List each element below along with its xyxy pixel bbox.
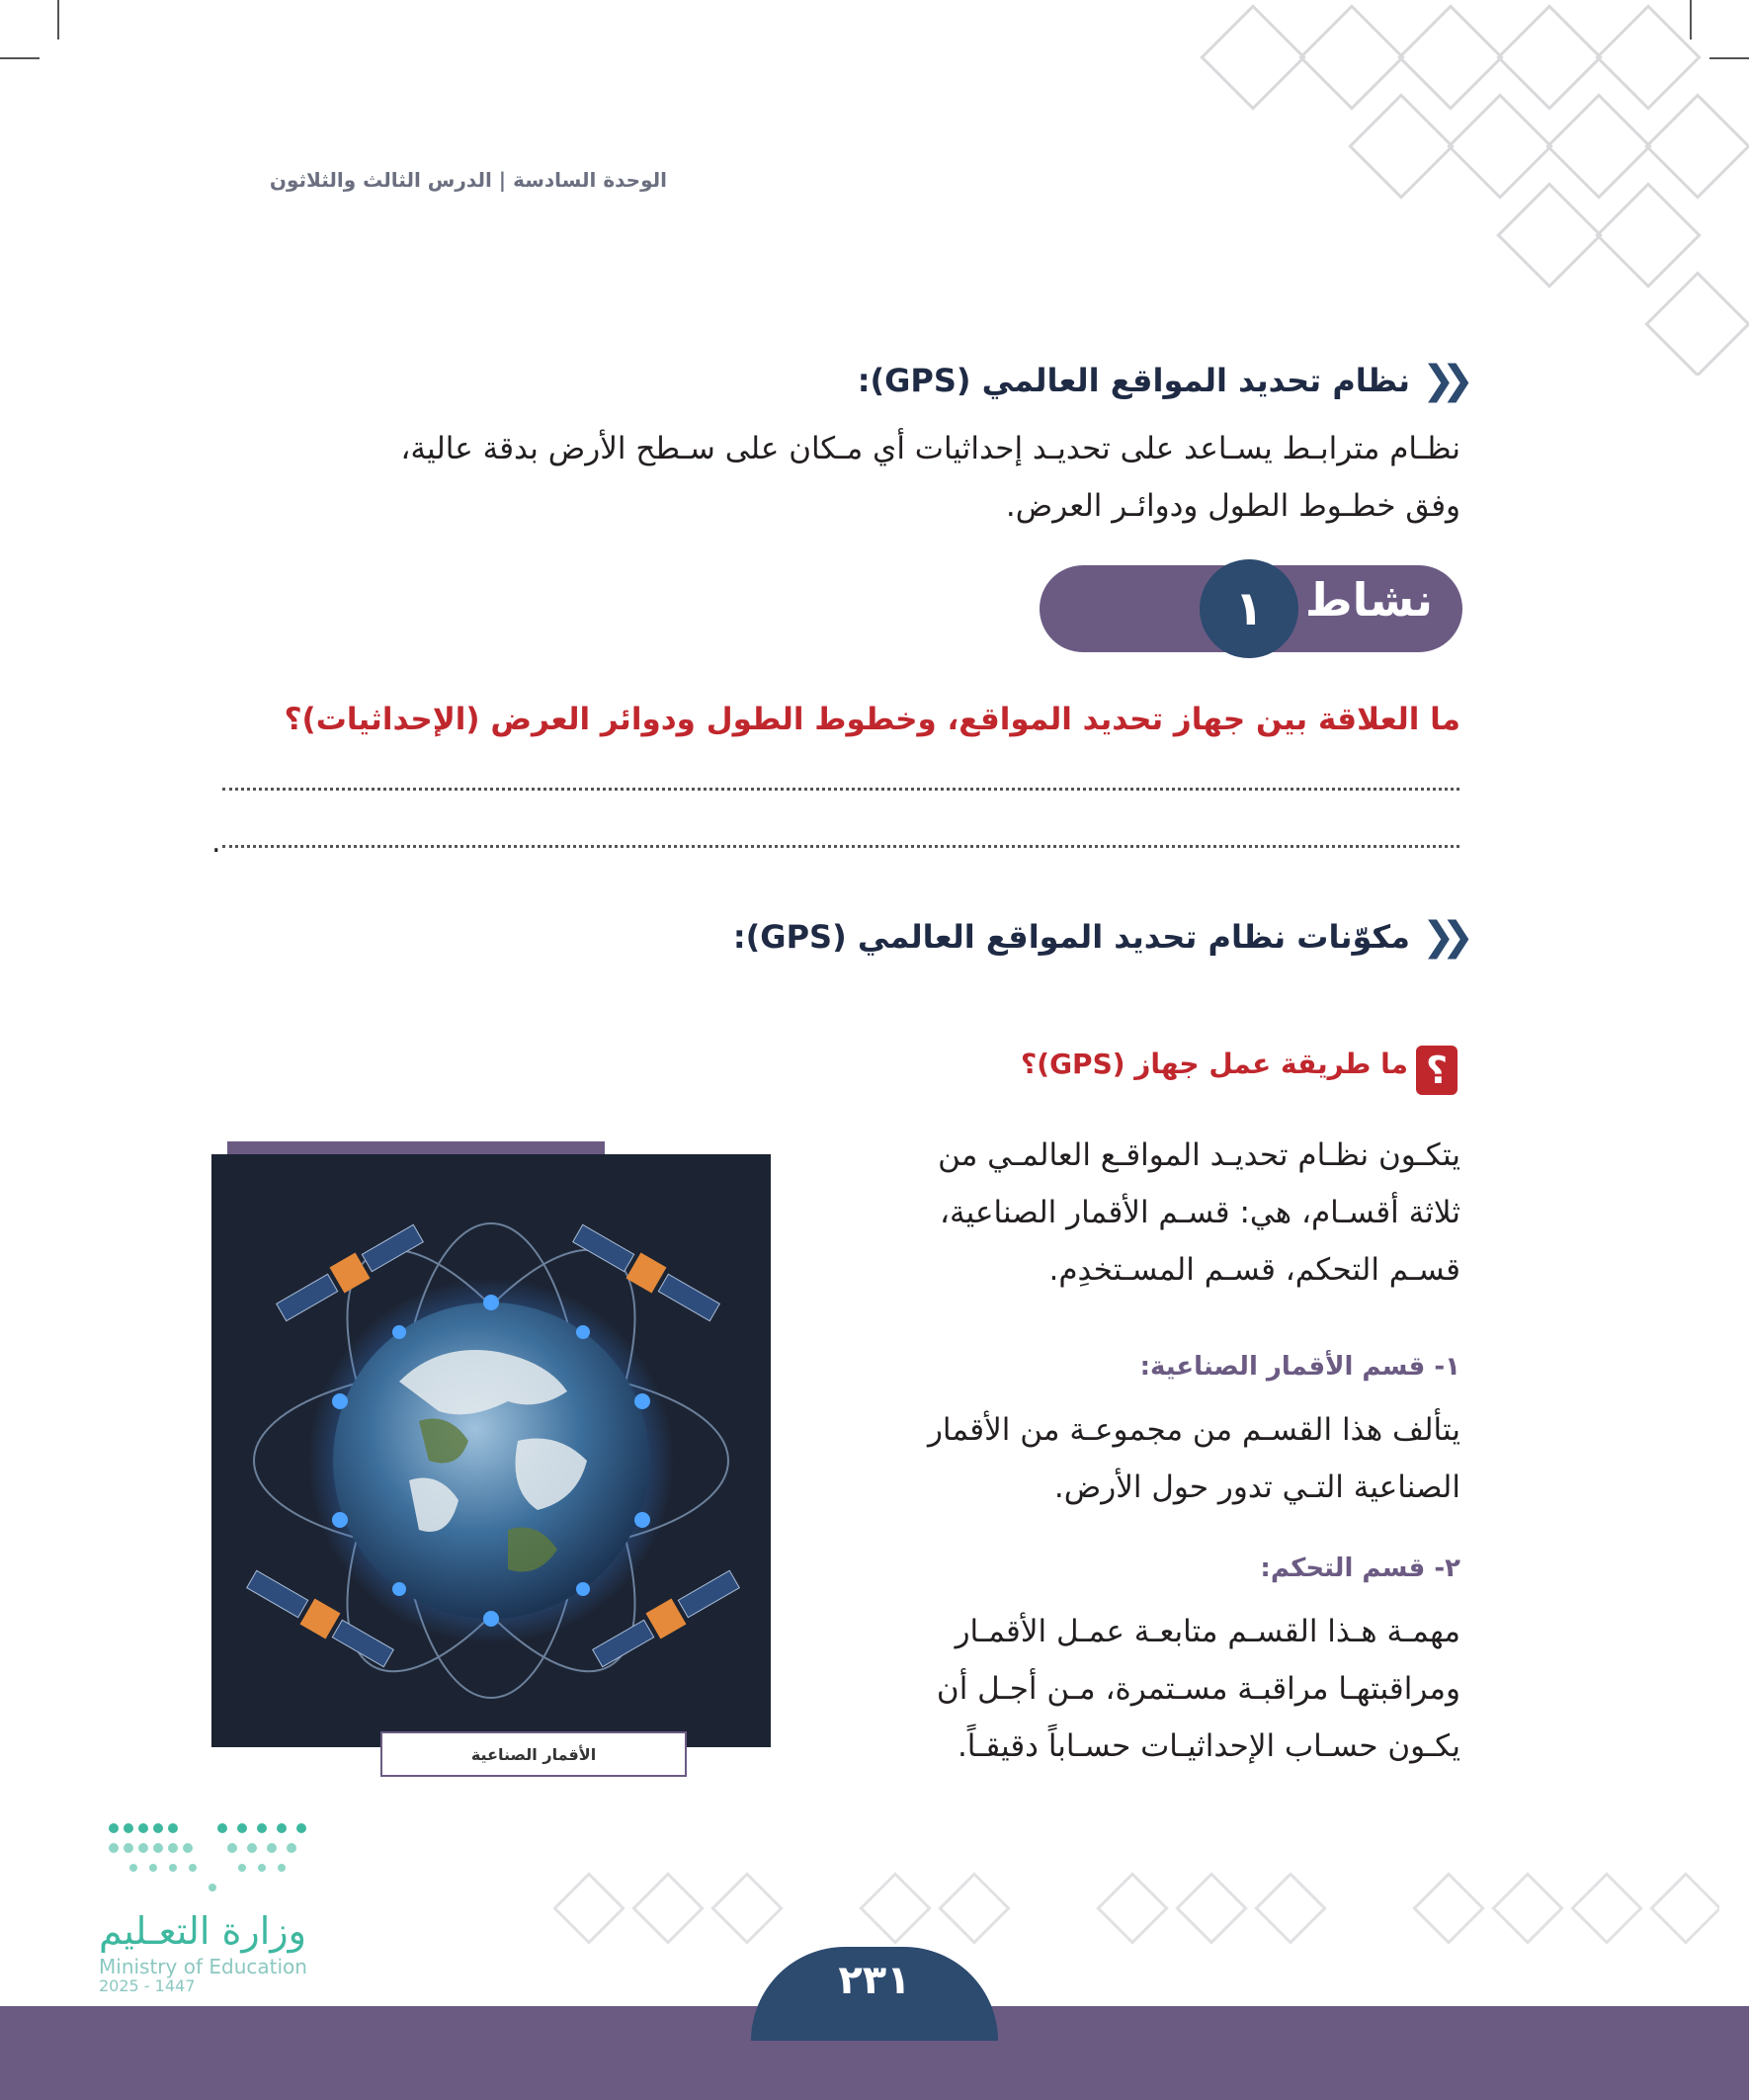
answer-line[interactable] xyxy=(222,845,1459,848)
crop-mark xyxy=(1690,0,1692,40)
activity-number-badge: ١ xyxy=(1200,559,1298,658)
intro-line: ثلاثة أقسـام، هي: قسـم الأقمار الصناعية، xyxy=(940,1195,1460,1230)
part1-line: يتألف هذا القسـم من مجموعـة من الأقمار xyxy=(927,1412,1460,1448)
part1-text xyxy=(828,1401,1460,1516)
activity-question: ما العلاقة بين جهاز تحديد المواقع، وخطوط الطول ودوائر العرض (الإحداثيات)؟ xyxy=(284,702,1460,737)
gps-definition-line: نظـام مترابـط يسـاعد على تحديـد إحداثيات أي مـكان على سـطح الأرض بدقة عالية، xyxy=(400,431,1460,466)
crop-mark xyxy=(0,57,40,59)
gps-section-title: نظام تحديد المواقع العالمي (GPS): xyxy=(857,362,1410,399)
activity-label: نشاط xyxy=(1304,573,1433,627)
crop-mark xyxy=(1709,57,1749,59)
decorative-pattern-bottom xyxy=(553,1853,1719,1962)
image-caption: الأقمار الصناعية xyxy=(380,1731,687,1777)
components-section-title: مكوّنات نظام تحديد المواقع العالمي (GPS): xyxy=(732,918,1410,956)
gps-section-heading xyxy=(858,358,1460,403)
image-top-bar xyxy=(227,1141,605,1155)
intro-line: يتكـون نظـام تحديـد المواقـع العالمـي من xyxy=(938,1137,1460,1173)
answer-line[interactable] xyxy=(222,788,1459,791)
question-icon: ؟ xyxy=(1416,1046,1458,1095)
components-section-heading xyxy=(733,914,1460,960)
decorative-pattern xyxy=(1196,0,1749,376)
part2-heading: ٢- قسم التحكم: xyxy=(1260,1554,1460,1583)
part2-line: ومراقبتهـا مراقبـة مسـتمرة، مـن أجـل أن xyxy=(936,1671,1460,1707)
sub-question: ما طريقة عمل جهاز (GPS)؟ xyxy=(1021,1048,1408,1080)
part2-line: مهمـة هـذا القسـم متابعـة عمـل الأقمـار xyxy=(955,1614,1460,1649)
satellites-image xyxy=(211,1154,771,1747)
part1-line: الصناعية التـي تدور حول الأرض. xyxy=(1053,1470,1460,1505)
intro-line: قسـم التحكم، قسـم المسـتخدِم. xyxy=(1048,1252,1460,1288)
part2-line: يكـون حسـاب الإحداثيـات حسـاباً دقيقـاً. xyxy=(957,1728,1460,1764)
components-intro xyxy=(828,1127,1460,1299)
earth-satellites-illustration xyxy=(211,1154,771,1747)
chevron-double-icon: ❮❮ xyxy=(1421,914,1460,960)
ministry-year: 2025 - 1447 xyxy=(99,1976,196,1995)
crop-mark xyxy=(57,0,59,40)
ministry-logo-icon xyxy=(104,1818,316,1907)
gps-definition xyxy=(176,420,1460,535)
part1-heading: ١- قسم الأقمار الصناعية: xyxy=(1139,1352,1460,1382)
ministry-name-ar: وزارة التعـليم xyxy=(99,1909,307,1953)
chevron-double-icon: ❮❮ xyxy=(1421,358,1460,403)
page-number: ٢٣١ xyxy=(838,1958,911,2003)
part2-text xyxy=(828,1603,1460,1775)
unit-lesson-header: الوحدة السادسة | الدرس الثالث والثلاثون xyxy=(269,168,667,192)
ministry-name-en: Ministry of Education xyxy=(99,1955,307,1978)
gps-definition-line: وفق خطـوط الطول ودوائـر العرض. xyxy=(1005,488,1460,524)
answer-end-mark: . xyxy=(211,825,221,860)
